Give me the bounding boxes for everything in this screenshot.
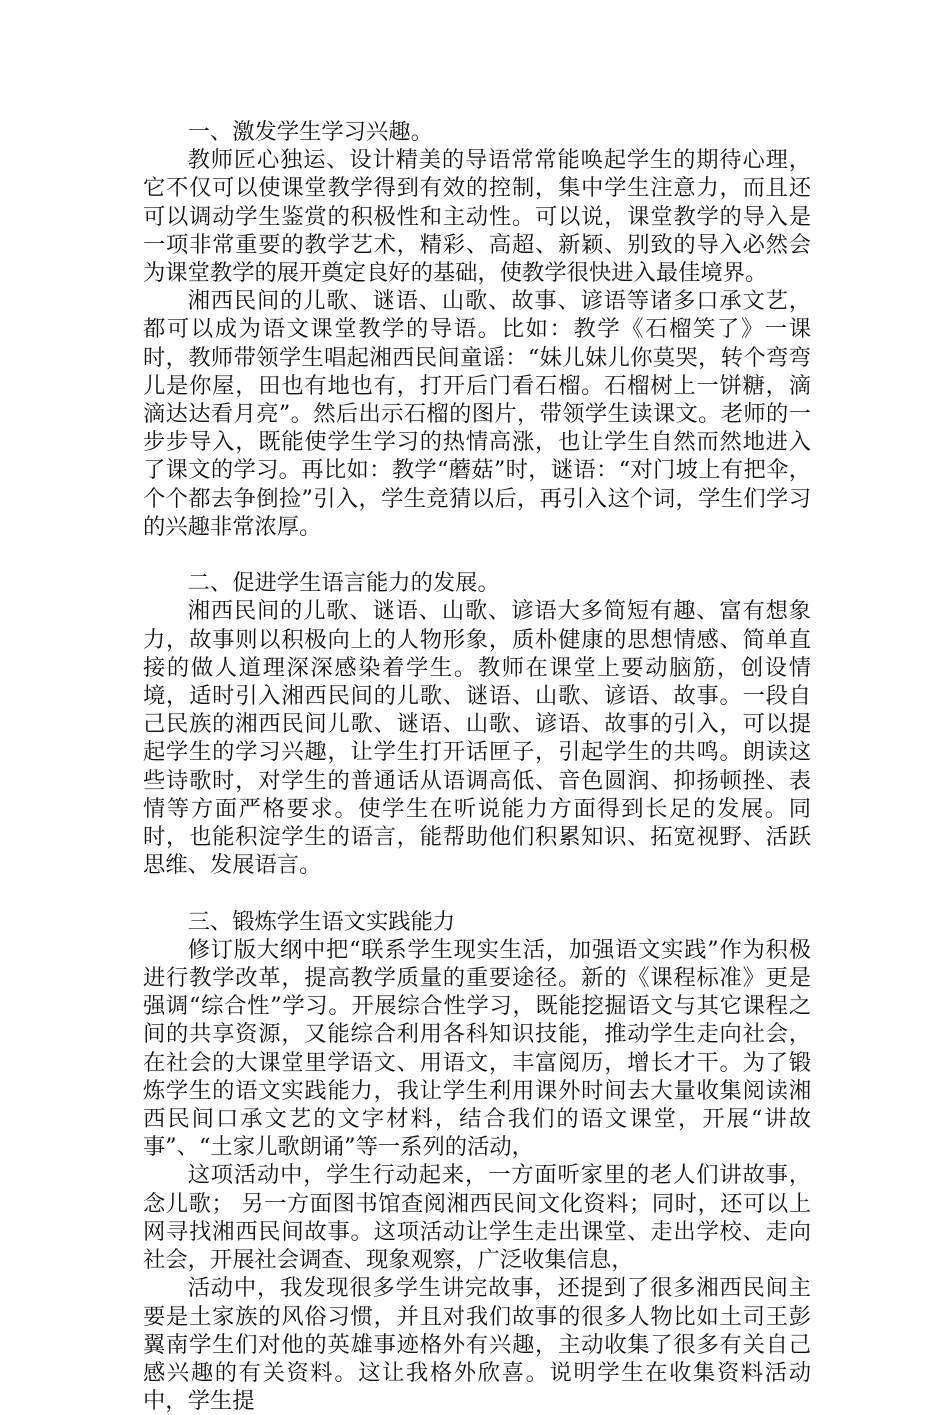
section-spacer bbox=[143, 541, 811, 569]
section-3-heading: 三、锻炼学生语文实践能力 bbox=[187, 908, 456, 935]
section-spacer bbox=[143, 879, 811, 907]
section-2 bbox=[143, 569, 811, 879]
section-2-heading: 二、促进学生语言能力的发展。 bbox=[187, 570, 500, 597]
section-3-paragraph-3: 活动中，我发现很多学生讲完故事，还提到了很多湘西民间主要是土家族的风俗习惯，并且对我们故事的很多人物比如土司王彭翼南学生们对他的英雄事迹格外有兴趣，主动收集了很多有关自己感兴趣的有关资料。这让我格外欣喜。说明学生在收集资料活动中，学生提 bbox=[143, 1275, 811, 1415]
section-1 bbox=[143, 118, 811, 541]
section-3 bbox=[143, 908, 811, 1415]
section-3-paragraph-2: 这项活动中，学生行动起来，一方面听家里的老人们讲故事，念儿歌； 另一方面图书馆查阅湘西民间文化资料；同时，还可以上网寻找湘西民间故事。这项活动让学生走出课堂、走出学校、走向社会，开展社会调查、现象观察，广泛收集信息， bbox=[143, 1162, 811, 1274]
section-2-paragraph-1: 湘西民间的儿歌、谜语、山歌、谚语大多简短有趣、富有想象力，故事则以积极向上的人物形象，质朴健康的思想情感、简单直接的做人道理深深感染着学生。教师在课堂上要动脑筋，创设情境，适时引入湘西民间的儿歌、谜语、山歌、谚语、故事。一段自己民族的湘西民间儿歌、谜语、山歌、谚语、故事的引入，可以提起学生的学习兴趣，让学生打开话匣子，引起学生的共鸣。朗读这些诗歌时，对学生的普通话从语调高低、音色圆润、抑扬顿挫、表情等方面严格要求。使学生在听说能力方面得到长足的发展。同时，也能积淀学生的语言，能帮助他们积累知识、拓宽视野、活跃思维、发展语言。 bbox=[143, 598, 811, 879]
section-1-paragraph-1: 教师匠心独运、设计精美的导语常常能唤起学生的期待心理，它不仅可以使课堂教学得到有效的控制，集中学生注意力，而且还可以调动学生鉴赏的积极性和主动性。可以说，课堂教学的导入是一项非常重要的教学艺术，精彩、高超、新颖、别致的导入必然会为课堂教学的展开奠定良好的基础，使教学很快进入最佳境界。 bbox=[143, 147, 811, 287]
document-page bbox=[143, 118, 811, 1415]
section-1-heading: 一、激发学生学习兴趣。 bbox=[187, 119, 433, 145]
section-3-paragraph-1: 修订版大纲中把“联系学生现实生活，加强语文实践”作为积极进行教学改革，提高教学质量的重要途径。新的《课程标准》更是强调“综合性”学习。开展综合性学习，既能挖掘语文与其它课程之间的共享资源，又能综合利用各科知识技能，推动学生走向社会，在社会的大课堂里学语文、用语文，丰富阅历，增长才干。为了锻炼学生的语文实践能力，我让学生利用课外时间去大量收集阅读湘西民间口承文艺的文字材料，结合我们的语文课堂，开展“讲故事”、“土家儿歌朗诵”等一系列的活动， bbox=[143, 936, 811, 1161]
section-1-paragraph-2: 湘西民间的儿歌、谜语、山歌、故事、谚语等诸多口承文艺，都可以成为语文课堂教学的导语。比如：教学《石榴笑了》一课时，教师带领学生唱起湘西民间童谣：“妹儿妹儿你莫哭，转个弯弯儿是你屋，田也有地也有，打开后门看石榴。石榴树上一饼糖，滴滴达达看月亮”。然后出示石榴的图片，带领学生读课文。老师的一步步导入，既能使学生学习的热情高涨，也让学生自然而然地进入了课文的学习。再比如：教学“蘑菇”时，谜语：“对门坡上有把伞，个个都去争倒捡”引入，学生竞猜以后，再引入这个词，学生们学习的兴趣非常浓厚。 bbox=[143, 288, 811, 540]
